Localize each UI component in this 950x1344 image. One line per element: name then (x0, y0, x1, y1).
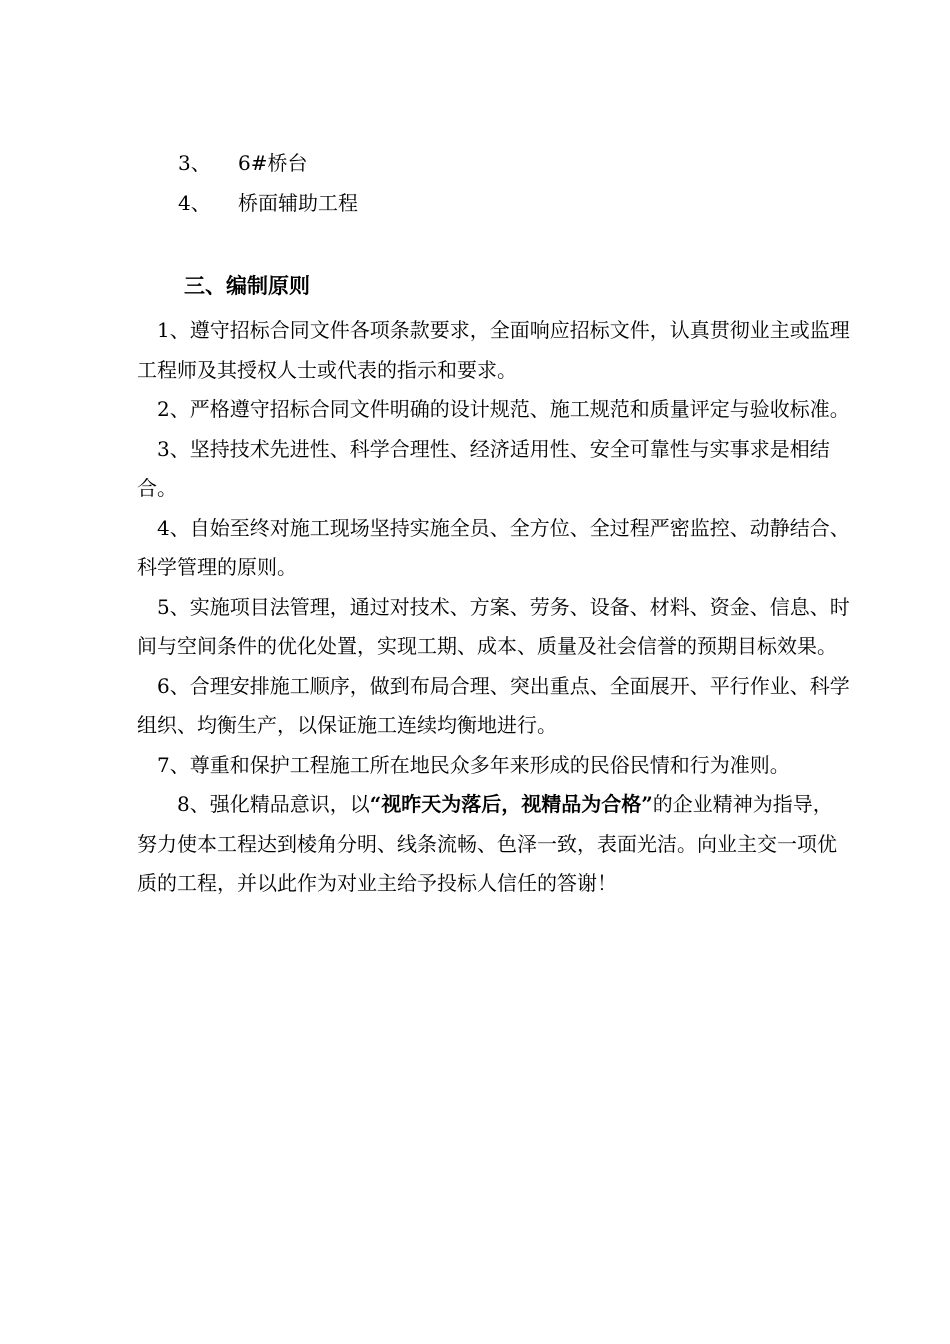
paragraph: 5、实施项目法管理，通过对技术、方案、劳务、设备、材料、资金、信息、时间与空间条件的优化处置，实现工期、成本、质量及社会信誉的预期目标效果。 (137, 594, 850, 658)
list-item (178, 150, 307, 176)
list-item-number: 4、 (178, 191, 211, 215)
list-item-text: 桥面辅助工程 (238, 191, 358, 215)
paragraph: 2、严格遵守招标合同文件明确的设计规范、施工规范和质量评定与验收标准。 (157, 397, 850, 421)
paragraph-8-intro: 8、强化精品意识，以 (177, 792, 370, 816)
paragraph: 1、遵守招标合同文件各项条款要求，全面响应招标文件，认真贯彻业主或监理工程师及其授权人士或代表的指示和要求。 (137, 318, 850, 382)
principles-body (137, 311, 851, 904)
paragraph: 3、坚持技术先进性、科学合理性、经济适用性、安全可靠性与实事求是相结合。 (137, 436, 830, 500)
paragraph: 6、合理安排施工顺序，做到布局合理、突出重点、全面展开、平行作业、科学组织、均衡生产，以保证施工连续均衡地进行。 (137, 673, 850, 737)
list-item (178, 190, 358, 216)
paragraph-8-slogan: “视昨天为落后，视精品为合格” (369, 792, 653, 816)
section-heading: 三、编制原则 (184, 273, 310, 298)
paragraph-8 (137, 785, 851, 904)
list-item-number: 3、 (178, 151, 211, 175)
list-item-text: 6#桥台 (238, 151, 308, 175)
paragraph-8-rest: 的企业精神为指导，努力使本工程达到棱角分明、线条流畅、色泽一致，表面光洁。向业主交一项优质的工程，并以此作为对业主给予投标人信任的答谢！ (137, 792, 837, 895)
paragraph: 7、尊重和保护工程施工所在地民众多年来形成的民俗民情和行为准则。 (157, 752, 790, 777)
paragraph: 4、自始至终对施工现场坚持实施全员、全方位、全过程严密监控、动静结合、科学管理的原则。 (137, 515, 850, 579)
